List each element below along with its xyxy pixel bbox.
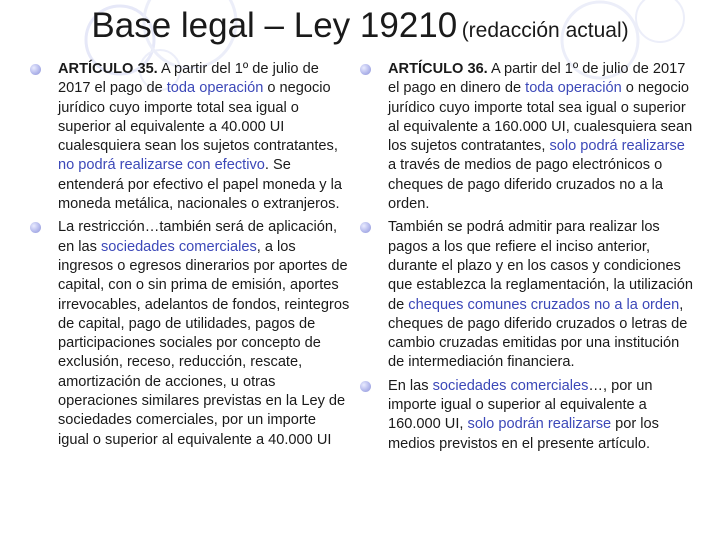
highlight-text: cheques comunes cruzados no a la orden — [408, 296, 680, 313]
highlight-text: sociedades comerciales — [101, 238, 257, 255]
bullet-item-articulo-35 — [58, 60, 350, 214]
text-run: A partir del 1º de julio de 2017 el pago de — [58, 61, 319, 97]
highlight-text: solo podrá realizarse — [549, 138, 685, 155]
bullet-item-sociedades — [388, 377, 694, 454]
text-run: …, por un importe igual o superior al equivalente a 160.000 UI, — [388, 377, 653, 433]
text-run: a través de medios de pago electrónicos o cheques de pago diferido cruzados no a la orden. — [388, 157, 664, 213]
left-column — [58, 60, 350, 454]
bullet-icon — [360, 381, 371, 392]
bullet-item-articulo-36 — [388, 60, 694, 214]
bullet-icon — [360, 64, 371, 75]
highlight-text: no podrá realizarse con efectivo — [58, 157, 265, 174]
right-column — [388, 60, 694, 458]
text-run: La restricción…también será de aplicación, en las — [58, 219, 338, 255]
highlight-text: sociedades comerciales — [432, 377, 589, 394]
title-subtitle: (redacción actual) — [461, 19, 629, 42]
title-main: Base legal – Ley 19210 — [91, 6, 458, 45]
text-run: . Se entenderá por efectivo el papel moneda y la moneda metálica, nacionales o extranjeros. — [58, 157, 342, 213]
bullet-item-restriccion — [58, 218, 350, 450]
text-run: A partir del 1º de julio de 2017 el pago en dinero de — [388, 61, 686, 97]
article-heading: ARTÍCULO 36. — [388, 61, 488, 77]
article-heading: ARTÍCULO 35. — [58, 61, 158, 77]
text-run: , a los ingresos o egresos dinerarios por aportes de capital, con o sin prima de emisión, aportes irrevocables, adelantos de fondos, reintegros de capital, pago de utilidades, pagos de participaciones sociales por concepto de exclusión, receso, reducción, rescate, amortización de acciones, u otras operaciones similares previstas en la Ley de sociedades comerciales, por un importe igual o superior al equivalente a 40.000 UI — [58, 238, 350, 448]
text-run: También se podrá admitir para realizar los pagos a los que refiere el inciso anterior, durante el plazo y en los casos y condiciones que establezca la reglamentación, la utilización de — [388, 219, 694, 313]
highlight-text: solo podrán realizarse — [467, 416, 612, 433]
bullet-icon — [30, 64, 41, 75]
text-run: , cheques de pago diferido cruzados o letras de cambio cruzadas emitidas por una institución de intermediación financiera. — [388, 296, 688, 371]
bullet-item-cheques — [388, 218, 694, 372]
text-run: o negocio jurídico cuyo importe total sea igual o superior al equivalente a 160.000 UI, cualesquiera sean los sujetos contratantes, — [388, 80, 693, 155]
text-run: En las — [388, 377, 433, 394]
slide-title — [0, 6, 720, 46]
highlight-text: toda operación — [525, 80, 622, 97]
text-run: por los medios previstos en el presente artículo. — [388, 416, 659, 452]
text-run: o negocio jurídico cuyo importe total sea igual o superior al equivalente a 40.000 UI cualesquiera sean los sujetos contratantes, — [58, 80, 338, 155]
highlight-text: toda operación — [166, 80, 264, 97]
